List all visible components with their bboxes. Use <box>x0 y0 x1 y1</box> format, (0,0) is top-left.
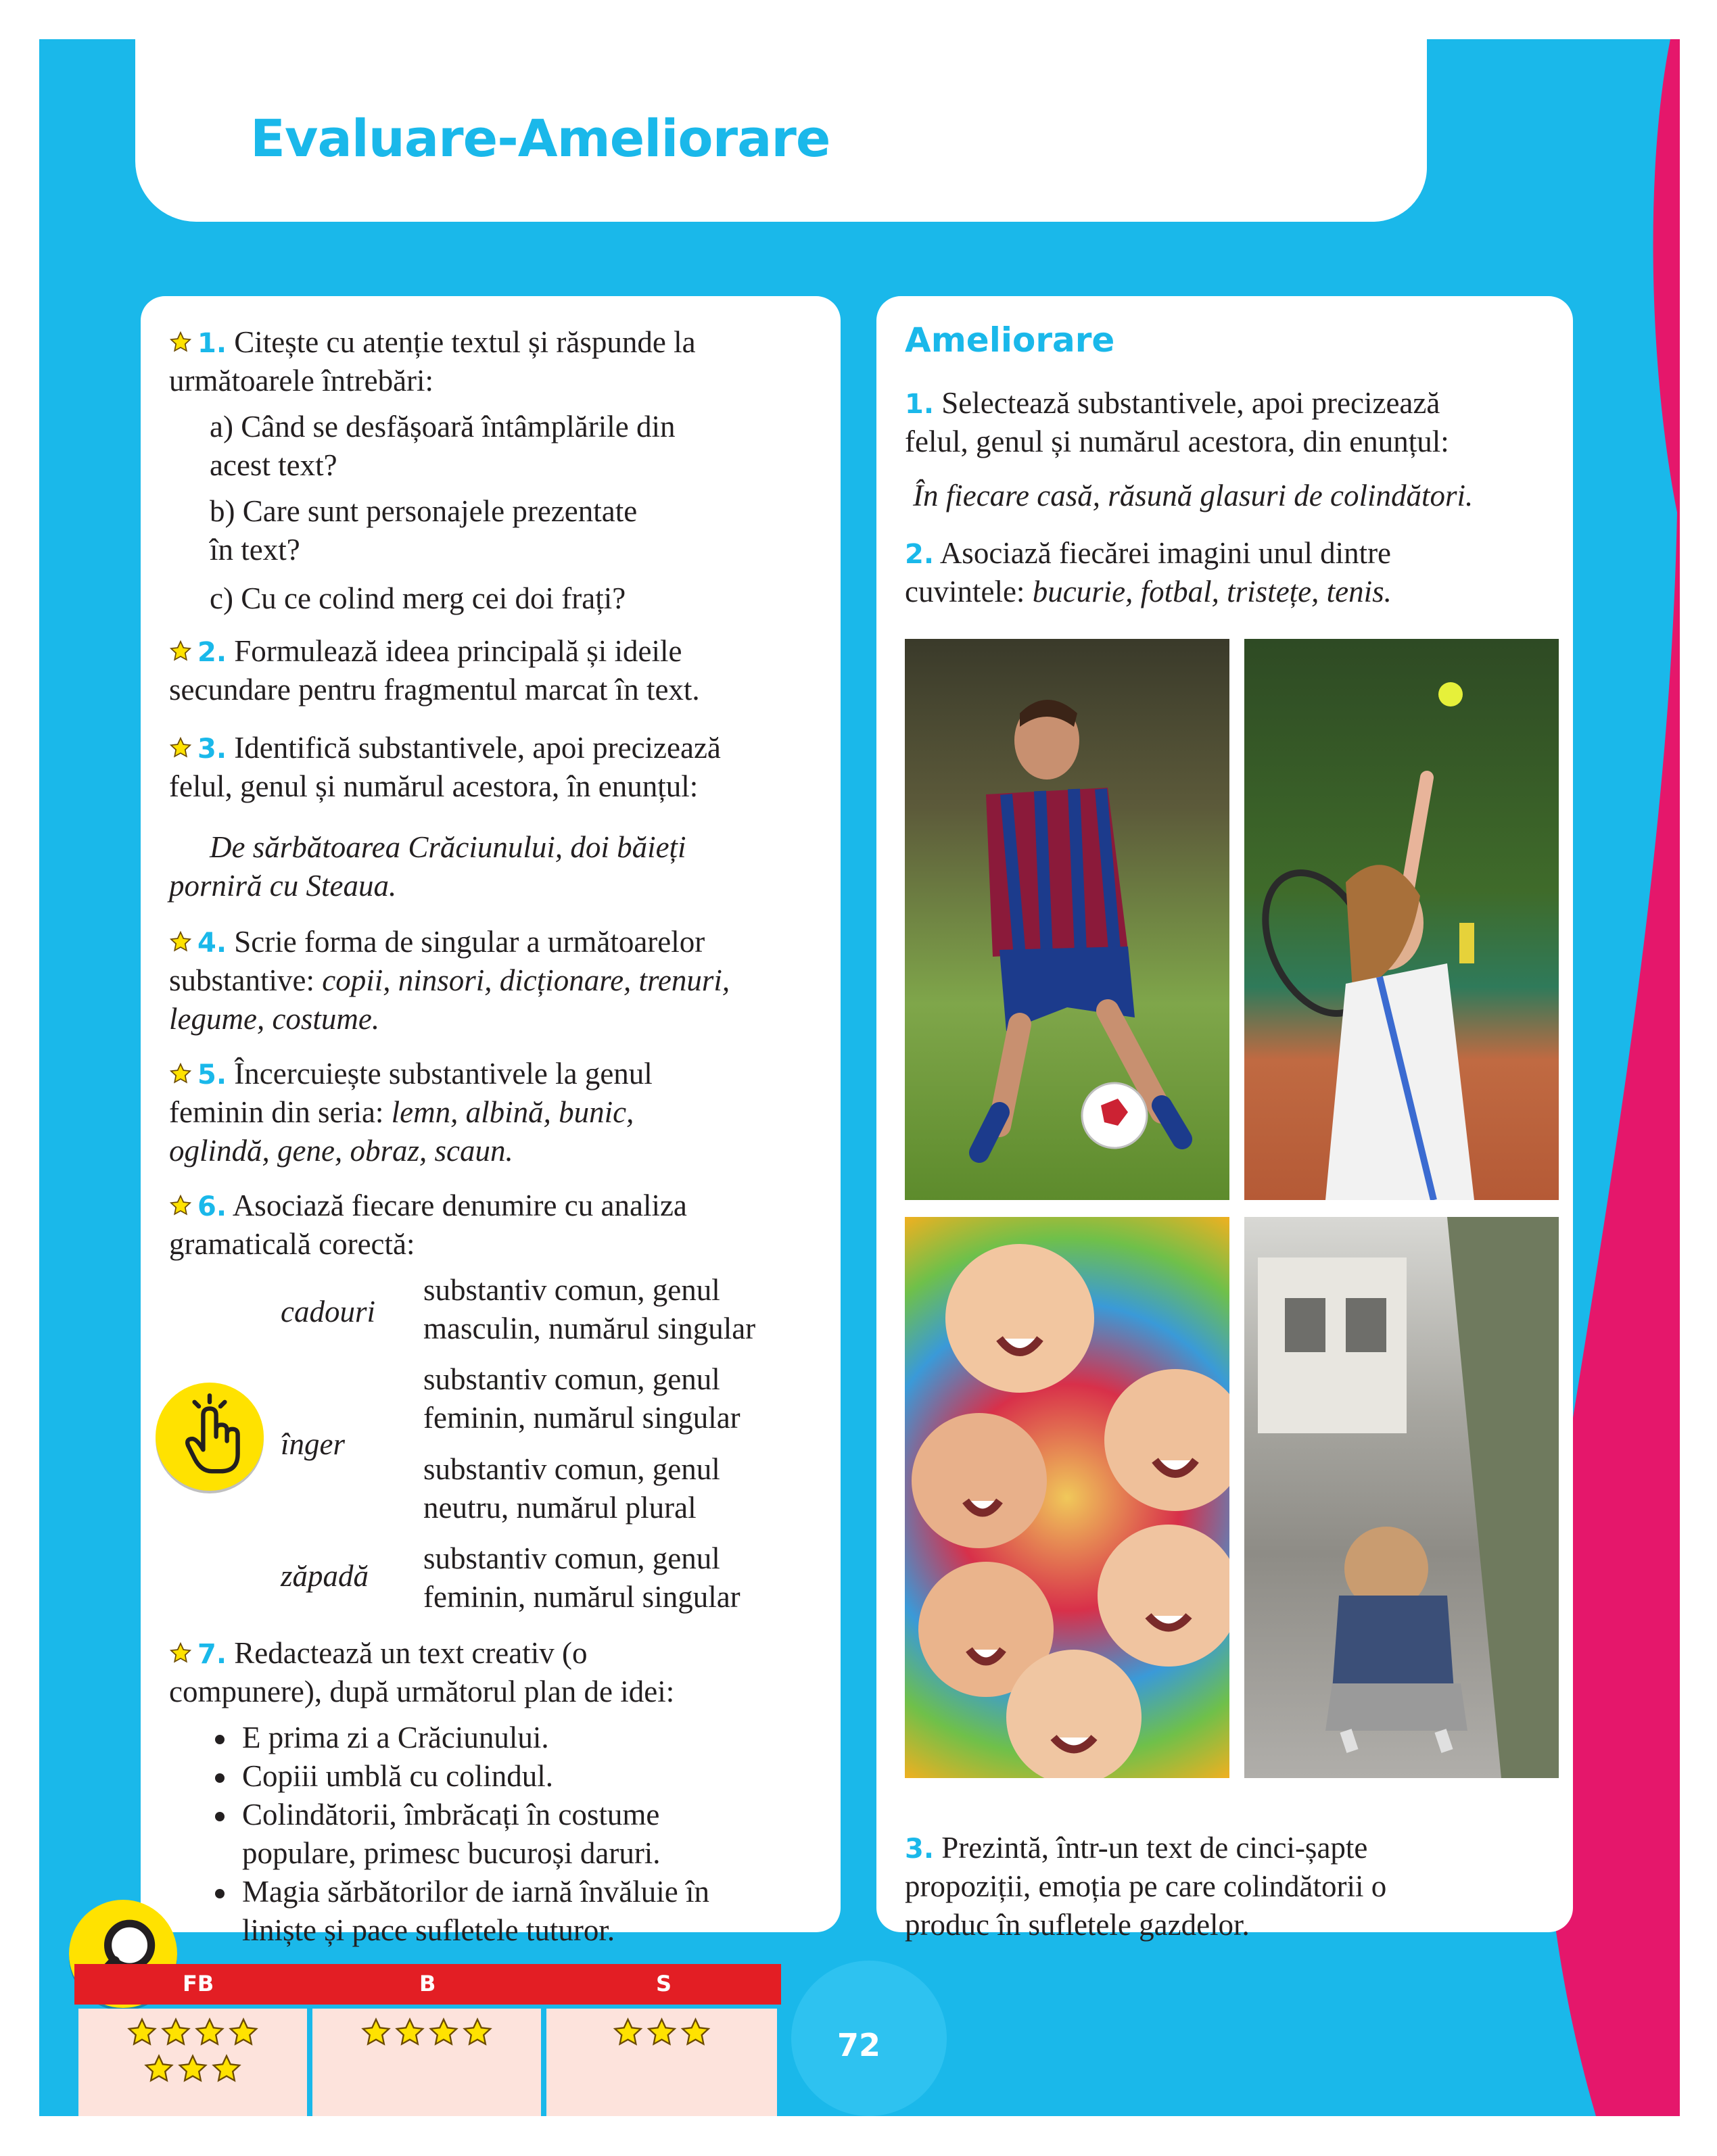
stars-fb <box>78 2009 307 2116</box>
question-3-quote: De sărbătoarea Crăciunului, doi băieți <box>210 830 686 864</box>
stars-b <box>312 2009 541 2116</box>
question-1b: b) Care sunt personajele prezentate <box>210 494 638 528</box>
question-5: 5. Încercuiește substantivele la genul <box>169 1055 653 1095</box>
question-4: 4. Scrie forma de singular a următoarelor <box>169 923 705 963</box>
question-3-line2: felul, genul și numărul acestora, în enunțul: <box>169 769 699 803</box>
question-7-line2: compunere), după următorul plan de idei: <box>169 1675 675 1708</box>
page-title: Evaluare-Ameliorare <box>250 108 830 168</box>
level-header-s: S <box>656 1971 672 1996</box>
remediation-1-quote: În fiecare casă, răsună glasuri de colindători. <box>913 479 1474 512</box>
question-3: 3. Identifică substantivele, apoi precizează <box>169 729 721 769</box>
question-1c: c) Cu ce colind merg cei doi frați? <box>210 581 626 615</box>
star-icon <box>169 640 192 663</box>
rating-star-icon <box>397 2019 423 2044</box>
match-option-1: substantiv comun, genul <box>423 1273 720 1307</box>
star-icon <box>169 736 192 759</box>
question-6: 6. Asociază fiecare denumire cu analiza <box>169 1187 687 1226</box>
question-6-line2: gramaticală corectă: <box>169 1227 415 1261</box>
star-icon <box>169 1194 192 1217</box>
section-title-ameliorare: Ameliorare <box>905 320 1115 360</box>
remediation-1: 1. Selectează substantivele, apoi precizează <box>905 386 1440 420</box>
match-option-4-line2: feminin, numărul singular <box>423 1580 740 1614</box>
question-1a-line2: acest text? <box>210 448 337 482</box>
assessment-table <box>74 1964 781 2116</box>
match-option-2: substantiv comun, genul <box>423 1362 720 1396</box>
match-name-cadouri: cadouri <box>281 1295 375 1328</box>
star-icon <box>169 331 192 354</box>
question-1-line2: următoarele întrebări: <box>169 364 434 398</box>
touch-hand-icon <box>156 1383 264 1491</box>
match-option-3: substantiv comun, genul <box>423 1452 720 1486</box>
plan-list <box>208 1719 709 1950</box>
rating-star-icon <box>163 2019 189 2044</box>
level-cell-fb <box>78 2009 307 2116</box>
rating-star-icon <box>649 2019 674 2044</box>
question-5-line2: feminin din seria: lemn, albină, bunic, <box>169 1095 634 1129</box>
remediation-2-line2: cuvintele: bucurie, fotbal, tristețe, tenis. <box>905 575 1392 608</box>
remediation-2: 2. Asociază fiecărei imagini unul dintre <box>905 536 1392 570</box>
level-cell-b <box>312 2009 541 2116</box>
match-name-zapada: zăpadă <box>281 1559 369 1593</box>
photo-football-player <box>905 639 1229 1200</box>
question-2: 2. Formulează ideea principală și ideile <box>169 632 682 672</box>
match-option-4: substantiv comun, genul <box>423 1541 720 1575</box>
remediation-3-line2: propoziții, emoția pe care colindătorii o <box>905 1869 1387 1903</box>
question-5-line3: oglindă, gene, obraz, scaun. <box>169 1134 513 1168</box>
remediation-1-line2: felul, genul și numărul acestora, din enunțul: <box>905 425 1449 458</box>
question-1b-line2: în text? <box>210 533 300 567</box>
rating-star-icon <box>431 2019 456 2044</box>
rating-star-icon <box>615 2019 640 2044</box>
star-icon <box>169 1062 192 1085</box>
match-option-2-line2: feminin, numărul singular <box>423 1401 740 1435</box>
star-icon <box>169 930 192 953</box>
level-cell-s <box>546 2009 777 2116</box>
rating-star-icon <box>682 2019 708 2044</box>
plan-item: Copiii umblă cu colindul. <box>208 1757 709 1796</box>
stars-s <box>546 2009 777 2116</box>
question-3-quote-line2: porniră cu Steaua. <box>169 869 397 903</box>
question-4-line2: substantive: copii, ninsori, dicționare, trenuri, <box>169 963 730 997</box>
rating-star-icon <box>197 2019 222 2044</box>
match-option-1-line2: masculin, numărul singular <box>423 1312 756 1345</box>
photo-sad-boy <box>1244 1217 1559 1778</box>
rating-star-icon <box>180 2056 206 2081</box>
question-2-line2: secundare pentru fragmentul marcat în text. <box>169 673 700 706</box>
rating-star-icon <box>231 2019 256 2044</box>
rating-star-icon <box>214 2056 239 2081</box>
question-1a: a) Când se desfășoară întâmplările din <box>210 410 676 444</box>
plan-item: Magia sărbătorilor de iarnă învăluie în liniște și pace sufletele tuturor. <box>208 1873 709 1950</box>
question-7: 7. Redactează un text creativ (o <box>169 1634 587 1674</box>
level-header-fb: FB <box>183 1971 214 1996</box>
plan-item: Colindătorii, îmbrăcați în costume populare, primesc bucuroși daruri. <box>208 1796 709 1873</box>
photo-happy-children <box>905 1217 1229 1778</box>
remediation-3: 3. Prezintă, într-un text de cinci-șapte <box>905 1831 1368 1865</box>
rating-star-icon <box>465 2019 490 2044</box>
remediation-3-line3: produc în sufletele gazdelor. <box>905 1908 1250 1942</box>
rating-star-icon <box>363 2019 389 2044</box>
rating-star-icon <box>129 2019 155 2044</box>
rating-star-icon <box>146 2056 172 2081</box>
question-1: 1. Citește cu atenție textul și răspunde la <box>169 323 696 363</box>
photo-tennis-player <box>1244 639 1559 1200</box>
question-4-line3: legume, costume. <box>169 1002 380 1036</box>
level-header-b: B <box>419 1971 436 1996</box>
match-name-inger: înger <box>281 1427 345 1461</box>
page-number: 72 <box>837 2027 881 2063</box>
star-icon <box>169 1642 192 1664</box>
match-option-3-line2: neutru, numărul plural <box>423 1491 697 1525</box>
plan-item: E prima zi a Crăciunului. <box>208 1719 709 1757</box>
